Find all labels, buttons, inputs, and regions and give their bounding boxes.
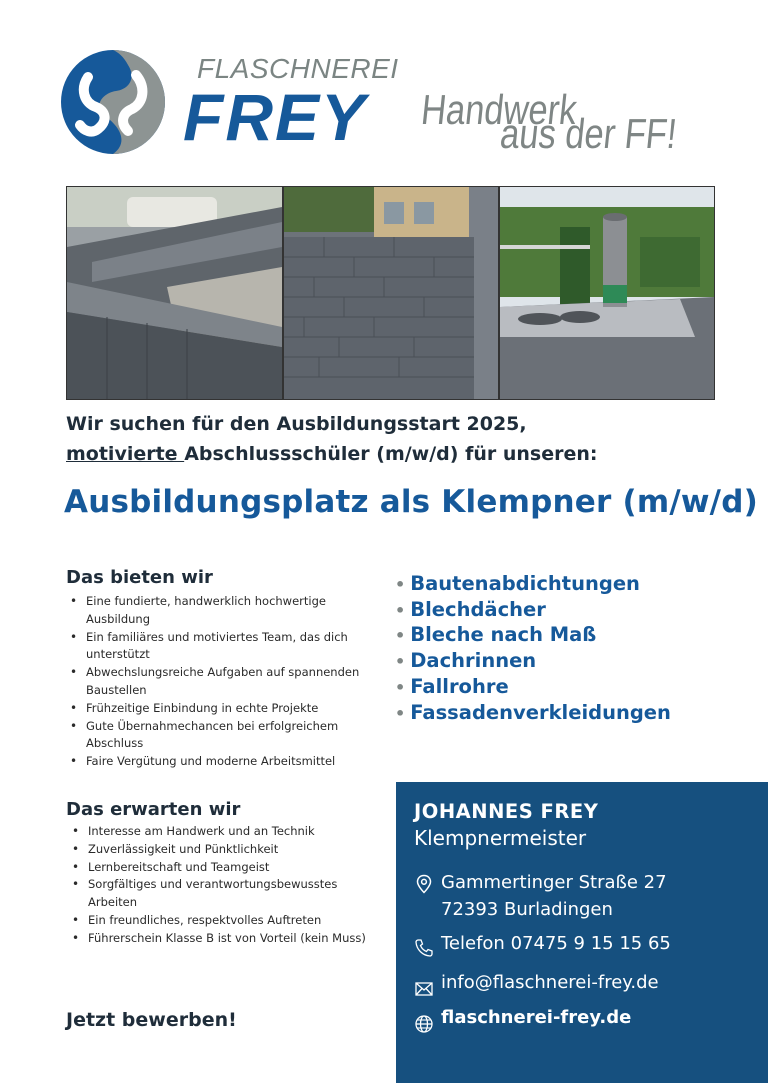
brand-top: FLASCHNEREI: [197, 53, 399, 84]
contact-box: [396, 782, 768, 1083]
service-item: • Dachrinnen: [395, 649, 537, 673]
slogan-line1: Handwerk: [419, 86, 580, 133]
service-item: • Fassadenverkleidungen: [395, 700, 671, 724]
list-item: • Führerschein Klasse B ist von Vorteil (kein Muss): [88, 930, 378, 948]
intro-line1: Wir suchen für den Ausbildungsstart 2025,: [66, 413, 527, 435]
list-item: • Lernbereitschaft und Teamgeist: [88, 859, 378, 877]
page-title: Ausbildungsplatz als Klempner (m/w/d): [64, 484, 758, 520]
service-item: • Bautenabdichtungen: [395, 572, 640, 595]
list-item: • Abwechslungsreiche Aufgaben auf spannenden Baustellen: [86, 664, 376, 700]
address-street: Gammertinger Straße 27: [441, 872, 667, 893]
list-item: • Ein familiäres und motiviertes Team, das dich unterstützt: [86, 629, 376, 665]
photo-wall-cladding: [66, 186, 283, 400]
mail-icon: [414, 979, 434, 999]
photo-roof-chimney: [499, 186, 715, 400]
list-item: • Ein freundliches, respektvolles Auftreten: [88, 912, 378, 930]
photo-tiled-wall: [283, 186, 499, 400]
slogan-line2: aus der FF!: [498, 110, 680, 157]
logo-icon: [58, 47, 168, 157]
service-item: • Bleche nach Maß: [395, 623, 597, 647]
list-item: • Sorgfältiges und verantwortungsbewusstes Arbeiten: [88, 876, 378, 912]
globe-icon: [414, 1014, 434, 1034]
expect-list: [66, 823, 378, 948]
phone-number[interactable]: Telefon 07475 9 15 15 65: [441, 933, 671, 954]
services-list: [395, 572, 671, 726]
offer-list: [64, 593, 376, 771]
intro-underlined: motivierte: [66, 443, 185, 465]
list-item: • Interesse am Handwerk und an Technik: [88, 823, 378, 841]
service-item: • Blechdächer: [395, 597, 546, 621]
service-item: • Fallrohre: [395, 674, 509, 698]
location-pin-icon: [414, 874, 434, 894]
address-city: 72393 Burladingen: [441, 899, 613, 920]
website-link[interactable]: flaschnerei-frey.de: [441, 1007, 632, 1028]
contact-role: Klempnermeister: [414, 826, 587, 850]
list-item: • Eine fundierte, handwerklich hochwertige Ausbildung: [86, 593, 376, 629]
contact-name: JOHANNES FREY: [414, 800, 599, 823]
intro-rest: Abschlussschüler (m/w/d) für unseren:: [184, 443, 598, 465]
list-item: • Frühzeitige Einbindung in echte Projekte: [86, 700, 376, 718]
intro-line2: [66, 443, 597, 465]
list-item: • Zuverlässigkeit und Pünktlichkeit: [88, 841, 378, 859]
expect-title: Das erwarten wir: [66, 799, 241, 820]
email-link[interactable]: info@flaschnerei-frey.de: [441, 972, 659, 993]
list-item: • Gute Übernahmechancen bei erfolgreichem Abschluss: [86, 718, 376, 754]
offer-title: Das bieten wir: [66, 567, 213, 588]
list-item: • Faire Vergütung und moderne Arbeitsmittel: [86, 753, 376, 771]
phone-icon: [414, 938, 434, 958]
apply-call: Jetzt bewerben!: [66, 1009, 237, 1031]
brand-main: FREY: [183, 80, 368, 154]
